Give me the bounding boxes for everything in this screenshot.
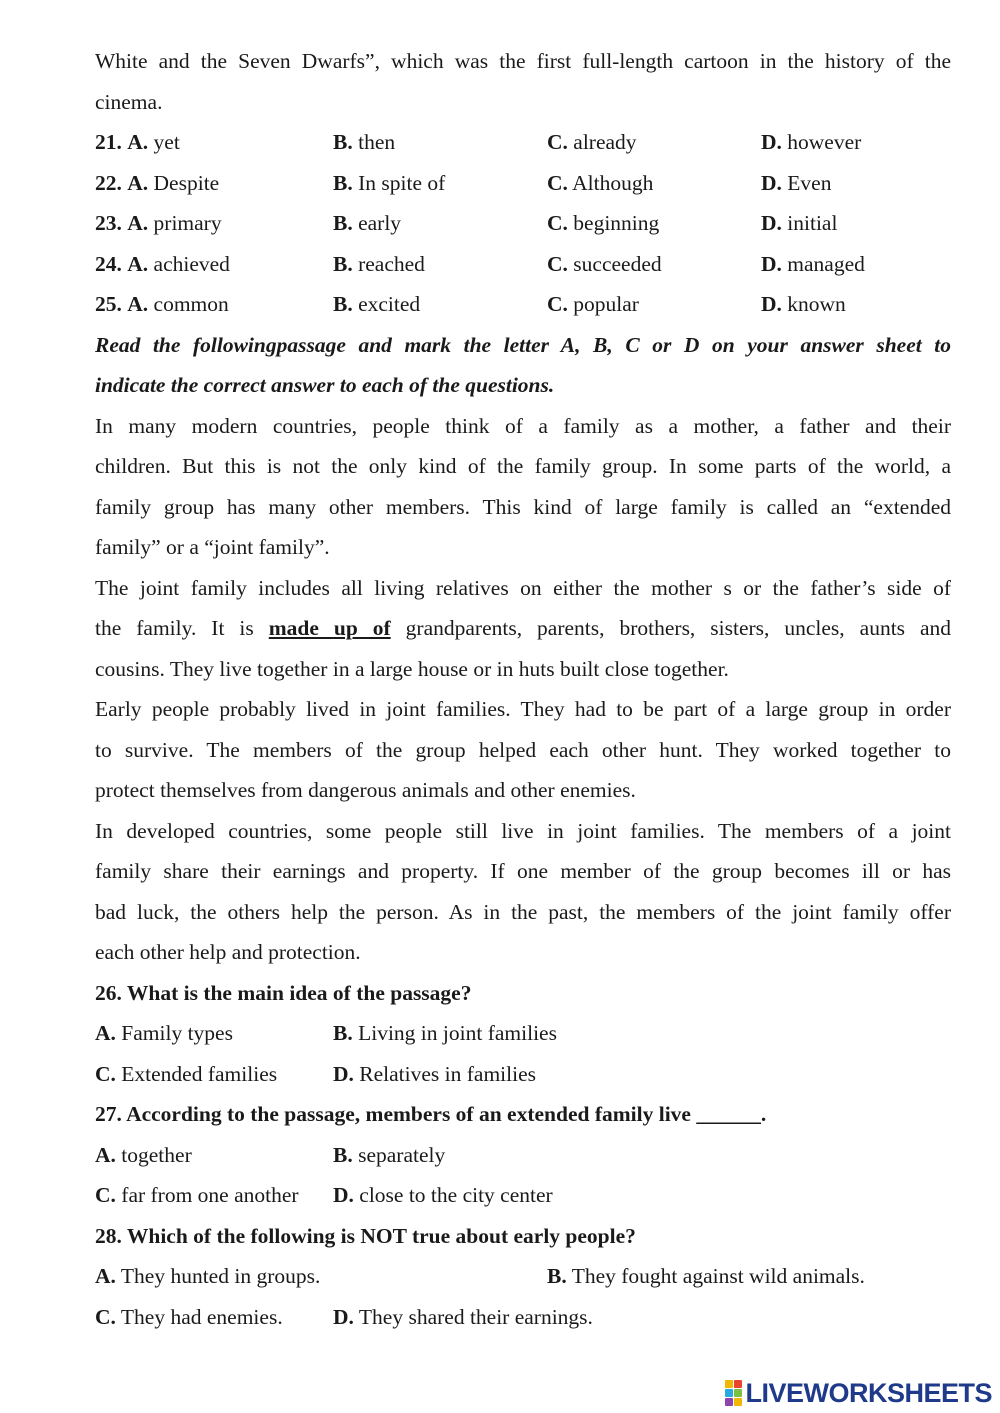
passage-p2-line-2	[95, 608, 951, 649]
option-text: succeeded	[573, 251, 662, 276]
option-letter: A.	[127, 130, 149, 154]
question-number: 24.	[95, 251, 122, 276]
question-number: 21.	[95, 130, 122, 154]
instruction-line-2: indicate the correct answer to each of the questions.	[95, 373, 555, 397]
passage-p1-line-1: In many modern countries, people think of a family as a mother, a father and their	[95, 413, 951, 438]
option-letter: A.	[127, 251, 149, 276]
option-a[interactable]: A. together	[95, 1142, 192, 1167]
intro-line-1: White and the Seven Dwarfs”, which was the first full-length cartoon in the history of the	[95, 49, 951, 73]
passage-p1-line-3: family group has many other members. This kind of large family is called an “extended	[95, 494, 951, 519]
question-28-stem: 28. Which of the following is NOT true about early people?	[95, 1223, 636, 1248]
passage-p3-line-1: Early people probably lived in joint families. They had to be part of a large group in order	[95, 697, 951, 721]
question-number: 22.	[95, 170, 122, 195]
passage-p4-line-4: each other help and protection.	[95, 940, 361, 964]
option-letter: C.	[547, 130, 568, 154]
question-number: 25.	[95, 292, 122, 316]
passage-p4-line-3: bad luck, the others help the person. As in the past, the members of the joint family offer	[95, 899, 951, 924]
option-text: beginning	[573, 211, 660, 235]
instruction-line-1: Read the followingpassage and mark the letter A, B, C or D on your answer sheet to	[95, 332, 951, 357]
option-letter: C.	[547, 292, 568, 316]
option-text: achieved	[153, 251, 230, 276]
option-text: managed	[787, 251, 865, 276]
option-d[interactable]: D. close to the city center	[333, 1183, 553, 1207]
logo-square	[725, 1380, 733, 1388]
cloze-question-24	[95, 244, 951, 285]
option-text: known	[787, 292, 846, 316]
option-letter: C.	[547, 251, 568, 276]
passage-p2-line-3: cousins. They live together in a large house or in huts built close together.	[95, 656, 729, 681]
liveworksheets-logo[interactable]	[725, 1379, 992, 1407]
question-28-options-cd	[95, 1297, 951, 1338]
option-letter: B.	[333, 170, 353, 195]
option-letter: B.	[333, 292, 353, 316]
option-text: already	[573, 130, 637, 154]
option-letter: B.	[333, 251, 353, 276]
question-27-options-ab	[95, 1135, 951, 1176]
option-b[interactable]: B. separately	[333, 1142, 446, 1167]
question-28-options-ab	[95, 1256, 951, 1297]
question-26-stem: 26. What is the main idea of the passage?	[95, 980, 472, 1005]
option-letter: B.	[333, 130, 353, 154]
passage-p1-line-2: children. But this is not the only kind of the family group. In some parts of the world, a	[95, 454, 951, 478]
logo-square	[734, 1398, 742, 1406]
option-text: In spite of	[358, 170, 446, 195]
cloze-question-22	[95, 163, 951, 204]
passage-p3-line-2: to survive. The members of the group helped each other hunt. They worked together to	[95, 737, 951, 762]
option-text: Although	[572, 170, 654, 195]
option-text: Even	[787, 170, 832, 195]
logo-square	[725, 1389, 733, 1397]
option-text: yet	[153, 130, 180, 154]
passage-p2-line-1: The joint family includes all living relatives on either the mother s or the father’s side of	[95, 575, 951, 600]
option-letter: A.	[127, 211, 149, 235]
underlined-phrase: made up of	[268, 616, 391, 640]
passage-p4-line-2: family share their earnings and property. If one member of the group becomes ill or has	[95, 859, 951, 883]
logo-square	[725, 1398, 733, 1406]
option-letter: D.	[761, 251, 782, 276]
option-text: initial	[787, 211, 838, 235]
passage-p4-line-1: In developed countries, some people still live in joint families. The members of a joint	[95, 818, 951, 843]
question-number: 23.	[95, 211, 122, 235]
option-text: common	[153, 292, 229, 316]
logo-grid-icon	[725, 1380, 742, 1406]
option-c[interactable]: C. They had enemies.	[95, 1304, 283, 1329]
option-letter: D.	[761, 292, 782, 316]
question-26-options-cd	[95, 1054, 951, 1095]
option-letter: A.	[127, 292, 149, 316]
option-text: however	[787, 130, 862, 154]
option-a[interactable]: A. They hunted in groups.	[95, 1264, 321, 1288]
option-text: early	[358, 211, 402, 235]
passage-text: grandparents, parents, brothers, sisters, uncles, aunts and	[405, 616, 952, 640]
option-letter: D.	[761, 170, 782, 195]
logo-text: LIVEWORKSHEETS	[745, 1377, 992, 1408]
option-letter: C.	[547, 170, 568, 195]
option-letter: C.	[547, 211, 568, 235]
option-text: excited	[358, 292, 421, 316]
option-letter: A.	[127, 170, 149, 195]
option-letter: D.	[761, 130, 782, 154]
logo-square	[734, 1389, 742, 1397]
passage-p3-line-3: protect themselves from dangerous animals and other enemies.	[95, 778, 636, 802]
logo-square	[734, 1380, 742, 1388]
option-c[interactable]: C. Extended families	[95, 1061, 278, 1086]
option-a[interactable]: A. Family types	[95, 1021, 233, 1045]
option-d[interactable]: D. They shared their earnings.	[333, 1304, 593, 1329]
worksheet-page	[95, 41, 951, 1337]
cloze-question-23	[95, 203, 951, 244]
passage-p1-line-4: family” or a “joint family”.	[95, 535, 330, 559]
option-text: popular	[573, 292, 639, 316]
option-c[interactable]: C. far from one another	[95, 1183, 299, 1207]
cloze-question-25	[95, 284, 951, 325]
option-text: Despite	[153, 170, 220, 195]
option-b[interactable]: B. They fought against wild animals.	[547, 1264, 865, 1288]
question-26-options-ab	[95, 1013, 951, 1054]
question-27-stem: 27. According to the passage, members of an extended family live ______.	[95, 1102, 767, 1126]
intro-line-2: cinema.	[95, 89, 163, 114]
option-b[interactable]: B. Living in joint families	[333, 1021, 557, 1045]
option-text: then	[358, 130, 396, 154]
cloze-question-21	[95, 122, 951, 163]
passage-text: the family. It is	[95, 616, 254, 640]
option-text: primary	[153, 211, 222, 235]
option-text: reached	[358, 251, 425, 276]
option-letter: B.	[333, 211, 353, 235]
option-d[interactable]: D. Relatives in families	[333, 1061, 537, 1086]
question-27-options-cd	[95, 1175, 951, 1216]
option-letter: D.	[761, 211, 782, 235]
